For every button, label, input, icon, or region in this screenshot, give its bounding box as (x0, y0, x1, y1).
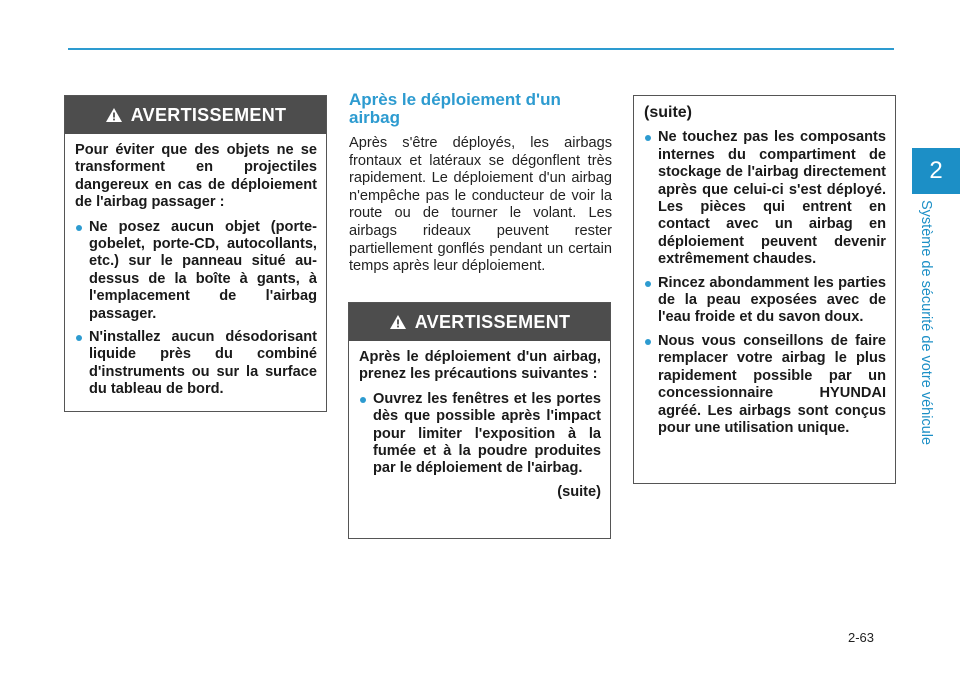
warning-intro: Pour éviter que des objets ne se transforment en projectiles dangereux en cas de déploiement de l'airbag passager : (75, 142, 317, 211)
chapter-tab (912, 148, 960, 194)
warning-box-after-deployment (348, 302, 611, 539)
warning-box-continuation (633, 95, 896, 484)
warning-bullet: Ne posez aucun objet (porte-gobelet, porte-CD, autocollants, etc.) sur le panneau situé au-dessus de la boîte à gants, à l'emplacement de l'airbag passager. (75, 219, 317, 323)
warning-bullet-list (75, 219, 317, 399)
continuation-bullet: Nous vous conseillons de faire remplacer votre airbag le plus rapidement possible par un concessionnaire HYUNDAI agréé. Les airbags sont conçus pour une utilisation unique. (644, 333, 886, 437)
continuation-bullet: Rincez abondamment les parties de la peau exposées avec de l'eau froide et du savon doux. (644, 275, 886, 327)
continuation-bullet: Ne touchez pas les composants internes du compartiment de stockage de l'airbag directement après que celui-ci s'est déployé. Les pièces qui entrent en contact avec un airbag en déploiement peuvent devenir extrêmement chaudes. (644, 129, 886, 268)
section-text: Après s'être déployés, les airbags frontaux et latéraux se dégonflent très rapidement. Le déploiement d'un airbag n'empêche pas le conducteur de voir la route ou de tourner le volant. Les airbags rideaux peuvent rester partiellement gonflés pendant un certain temps après leur déploiement. (349, 135, 612, 275)
warning-box-passenger-objects (64, 95, 327, 412)
section-title: Après le déploiement d'un airbag (349, 90, 561, 127)
page-number: 2-63 (848, 630, 875, 645)
warning-body (349, 341, 610, 509)
warning-triangle-icon (389, 314, 407, 330)
warning-header-label: AVERTISSEMENT (414, 311, 571, 332)
chapter-title: Système de sécurité de votre véhicule (918, 200, 934, 446)
top-rule (68, 48, 894, 50)
warning-body (65, 134, 326, 413)
continuation-body (634, 96, 895, 451)
continuation-header: (suite) (644, 104, 692, 121)
continuation-bullet-list (644, 129, 886, 437)
warning-header-label: AVERTISSEMENT (130, 104, 287, 125)
warning-intro: Après le déploiement d'un airbag, prenez les précautions suivantes : (359, 349, 601, 383)
warning-bullet: Ouvrez les fenêtres et les portes dès que possible après l'impact pour limiter l'exposition à la fumée et à la poudre produites par le déploiement de l'airbag. (359, 391, 601, 478)
warning-header (65, 96, 326, 134)
warning-bullet: N'installez aucun désodorisant liquide près du combiné d'instruments ou sur la surface du tableau de bord. (75, 329, 317, 399)
chapter-number: 2 (929, 157, 943, 184)
warning-triangle-icon (105, 107, 123, 123)
warning-header (349, 303, 610, 341)
continued-marker: (suite) (557, 483, 601, 500)
warning-bullet-list (359, 391, 601, 478)
